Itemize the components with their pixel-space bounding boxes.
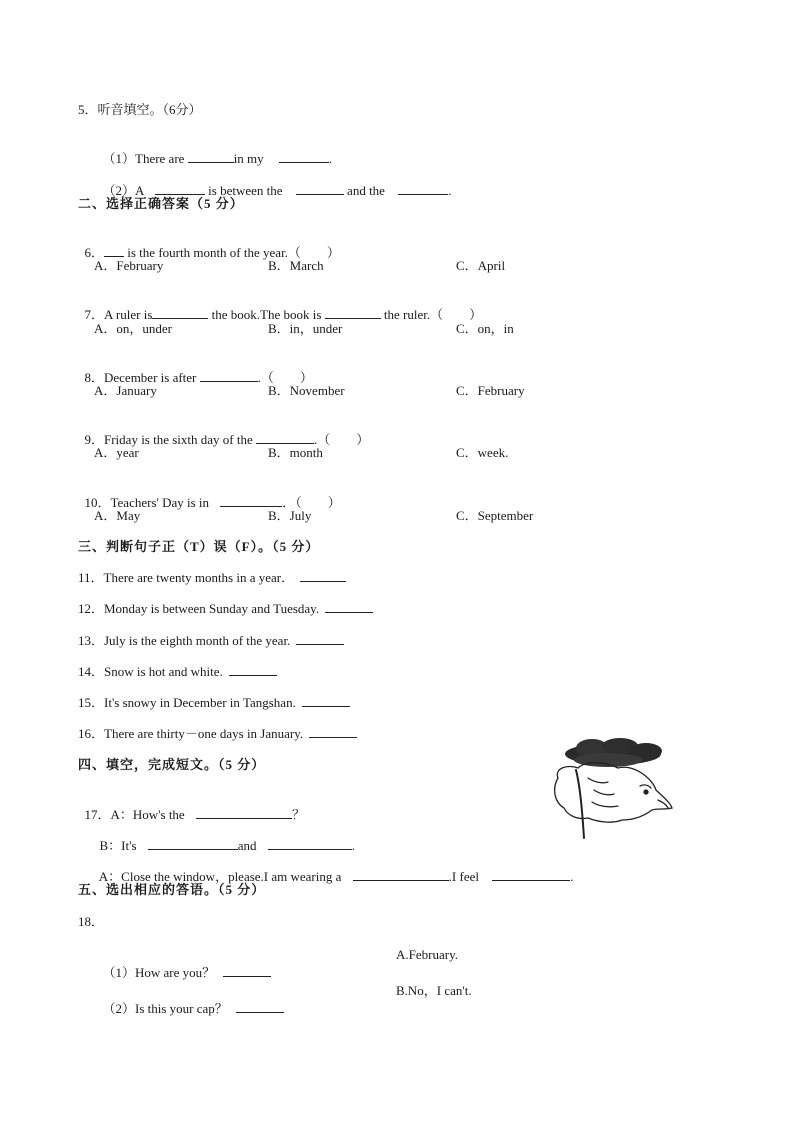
q9-opt-b[interactable]: B．month <box>268 445 323 460</box>
q10-opt-c[interactable]: C．September <box>456 508 534 523</box>
s3-title: 三、判断句子正（T）误（F）。（5 分） <box>78 539 320 554</box>
blank[interactable] <box>300 569 346 582</box>
blank[interactable] <box>325 306 381 319</box>
q5-line1: （1）There are in my . <box>102 151 333 166</box>
q6: 6． is the fourth month of the year.（ ） <box>84 245 340 260</box>
q7-opt-c[interactable]: C．on，in <box>456 321 514 336</box>
q8-opt-b[interactable]: B．November <box>268 383 345 398</box>
blank[interactable] <box>188 150 234 163</box>
blank[interactable] <box>268 837 352 850</box>
blank[interactable] <box>398 182 448 195</box>
q18-number: 18． <box>78 914 105 929</box>
q5-title: 5．听音填空。（6分） <box>78 102 202 117</box>
q17-a1: 17．A：How's the ？ <box>84 807 305 822</box>
q17-b1: B：It's and . <box>99 838 356 853</box>
q5-line2: （2）A is between the and the . <box>102 183 452 198</box>
q10: 10．Teachers' Day is in ．（ ） <box>84 495 341 510</box>
blank[interactable] <box>353 868 449 881</box>
q7: 7．A ruler is the book.The book is the ruler.（ ） <box>84 307 483 322</box>
blank[interactable] <box>296 632 344 645</box>
blank[interactable] <box>236 1000 284 1013</box>
blank[interactable] <box>492 868 570 881</box>
tf-item: 16．There are thirty－one days in January. <box>78 725 357 743</box>
q9-opt-c[interactable]: C．week. <box>456 445 509 460</box>
blank[interactable] <box>200 369 258 382</box>
blank[interactable] <box>196 806 292 819</box>
tf-item: 12．Monday is between Sunday and Tuesday. <box>78 600 373 618</box>
q6-opt-c[interactable]: C．April <box>456 258 506 273</box>
q7-opt-a[interactable]: A．on，under <box>94 321 172 336</box>
q8-opt-a[interactable]: A．January <box>94 383 157 398</box>
blank[interactable] <box>256 431 314 444</box>
q9: 9．Friday is the sixth day of the .（ ） <box>84 432 370 447</box>
dark-cloud-icon <box>565 738 662 767</box>
tf-item: 14．Snow is hot and white. <box>78 663 277 681</box>
q7-opt-b[interactable]: B．in，under <box>268 321 343 336</box>
q6-opt-b[interactable]: B．March <box>268 258 324 273</box>
s5-title: 五、选出相应的答语。（5 分） <box>78 882 266 897</box>
cold-wind-illustration <box>548 738 678 840</box>
q17-a2: A：Close the window，please.I am wearing a .I feel . <box>98 869 574 884</box>
q8-opt-c[interactable]: C．February <box>456 383 525 398</box>
wind-face-icon <box>555 763 672 838</box>
blank[interactable] <box>325 600 373 613</box>
blank[interactable] <box>152 306 208 319</box>
blank[interactable] <box>220 494 282 507</box>
match-left-item: （1）How are you？ <box>96 946 271 982</box>
q8: 8．December is after .（ ） <box>84 370 313 385</box>
blank[interactable] <box>296 182 344 195</box>
tf-item: 13．July is the eighth month of the year. <box>78 632 344 650</box>
tf-item: 15．It's snowy in December in Tangshan. <box>78 694 350 712</box>
match-right-item: B.No，I can't. <box>396 983 472 998</box>
q6-opt-a[interactable]: A．February <box>94 258 164 273</box>
match-left-item: （2）Is this your cap？ <box>96 982 284 1018</box>
q10-opt-a[interactable]: A．May <box>94 508 141 523</box>
q10-opt-b[interactable]: B．July <box>268 508 312 523</box>
s2-title: 二、选择正确答案（5 分） <box>78 196 244 211</box>
blank[interactable] <box>279 150 329 163</box>
q9-opt-a[interactable]: A．year <box>94 445 139 460</box>
blank[interactable] <box>148 837 238 850</box>
blank[interactable] <box>155 182 205 195</box>
s4-title: 四、填空，完成短文。（5 分） <box>78 757 266 772</box>
blank[interactable] <box>309 725 357 738</box>
match-right-item: A.February. <box>396 947 458 962</box>
blank[interactable] <box>302 694 350 707</box>
blank[interactable] <box>229 663 277 676</box>
blank[interactable] <box>223 964 271 977</box>
tf-item: 11．There are twenty months in a year． <box>78 569 346 587</box>
blank[interactable] <box>104 244 124 257</box>
